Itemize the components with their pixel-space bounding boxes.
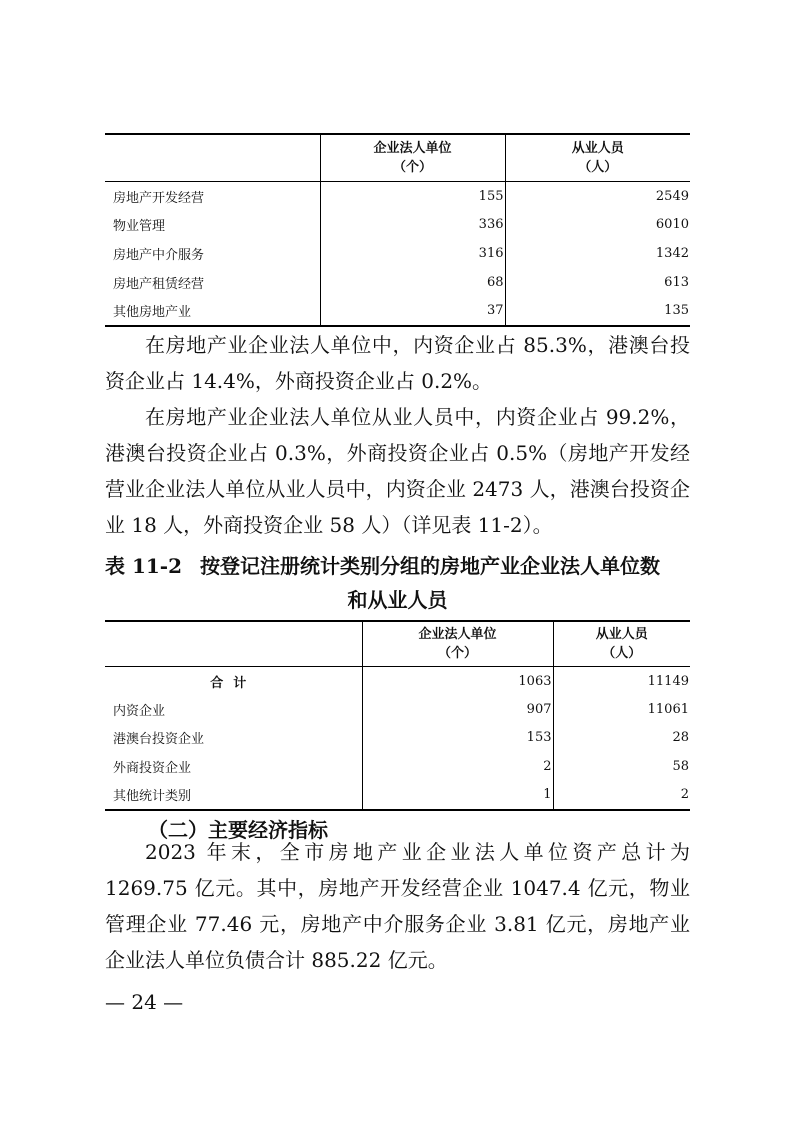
- table-row: [105, 695, 690, 723]
- total-label: 合计: [210, 675, 257, 691]
- column-header-employees: [553, 621, 690, 667]
- table-caption-title-line1: 按登记注册统计类别分组的房地产业企业法人单位数: [200, 554, 660, 578]
- table-caption-title-line2: 和从业人员: [347, 588, 448, 612]
- cell-units: 37: [320, 296, 505, 326]
- row-label: 外商投资企业: [113, 760, 192, 776]
- cell-employees: 613: [505, 268, 690, 297]
- paragraph-employees-share: 在房地产业企业法人单位从业人员中，内资企业占 99.2%，港澳台投资企业占 0.3%，外商投资企业占 0.5%（房地产开发经营业企业法人单位从业人员中，内资企业 2473 人，港澳台投资企业 18 人，外商投资企业 58 人）（详见表 11-2）。: [105, 405, 690, 537]
- page-number: — 24 —: [105, 990, 184, 1014]
- section-heading: （二）主要经济指标: [148, 818, 328, 842]
- column-header-units-unit: （个）: [437, 646, 477, 661]
- cell-units: 155: [320, 182, 505, 211]
- table-total-row: [105, 667, 690, 696]
- table-corner-cell: [105, 621, 362, 667]
- cell-employees: 135: [505, 296, 690, 326]
- cell-employees: 1342: [505, 239, 690, 268]
- column-header-units: [362, 621, 553, 667]
- cell-units: 1: [362, 781, 553, 810]
- column-header-units-title: 企业法人单位: [373, 141, 452, 156]
- row-label: 其他统计类别: [113, 789, 192, 805]
- column-header-employees-unit: （人）: [602, 646, 642, 661]
- cell-units: 336: [320, 211, 505, 240]
- table-row: [105, 211, 690, 240]
- table-caption: [105, 550, 690, 582]
- cell-employees: 58: [553, 752, 690, 780]
- registration-type-table: [105, 620, 690, 811]
- column-header-employees-title: 从业人员: [595, 627, 648, 642]
- row-label: 其他房地产业: [113, 305, 192, 321]
- cell-units: 316: [320, 239, 505, 268]
- table-caption-number: 表 11-2: [105, 554, 183, 578]
- cell-units: 2: [362, 752, 553, 780]
- row-label: 内资企业: [113, 704, 166, 720]
- table-row: [105, 239, 690, 268]
- cell-employees: 28: [553, 724, 690, 752]
- total-units: 1063: [362, 667, 553, 696]
- column-header-employees-unit: （人）: [578, 160, 618, 175]
- table-corner-cell: [105, 134, 320, 182]
- row-label: 房地产开发经营: [113, 190, 205, 206]
- table-row: [105, 724, 690, 752]
- row-label: 房地产租赁经营: [113, 276, 205, 292]
- cell-units: 907: [362, 695, 553, 723]
- cell-employees: 2549: [505, 182, 690, 211]
- table-row: [105, 752, 690, 780]
- column-header-employees-title: 从业人员: [571, 141, 624, 156]
- industry-table: [105, 133, 690, 327]
- cell-units: 153: [362, 724, 553, 752]
- row-label: 港澳台投资企业: [113, 732, 205, 748]
- column-header-employees: [505, 134, 690, 182]
- cell-units: 68: [320, 268, 505, 297]
- table-row: [105, 781, 690, 810]
- table-row: [105, 182, 690, 211]
- cell-employees: 11061: [553, 695, 690, 723]
- table-row: [105, 296, 690, 326]
- column-header-units-title: 企业法人单位: [418, 627, 497, 642]
- column-header-units: [320, 134, 505, 182]
- row-label: 房地产中介服务: [113, 247, 205, 263]
- cell-employees: 2: [553, 781, 690, 810]
- paragraph-economic-indicators: 2023 年末，全市房地产业企业法人单位资产总计为 1269.75 亿元。其中，房地产开发经营企业 1047.4 亿元，物业管理企业 77.46 元，房地产中介服务企业 3.81 亿元，房地产业企业法人单位负债合计 885.22 亿元。: [105, 840, 690, 972]
- total-employees: 11149: [553, 667, 690, 696]
- row-label: 物业管理: [113, 219, 166, 235]
- table-row: [105, 268, 690, 297]
- paragraph-units-share: 在房地产业企业法人单位中，内资企业占 85.3%，港澳台投资企业占 14.4%，外商投资企业占 0.2%。: [105, 333, 690, 393]
- cell-employees: 6010: [505, 211, 690, 240]
- column-header-units-unit: （个）: [392, 160, 432, 175]
